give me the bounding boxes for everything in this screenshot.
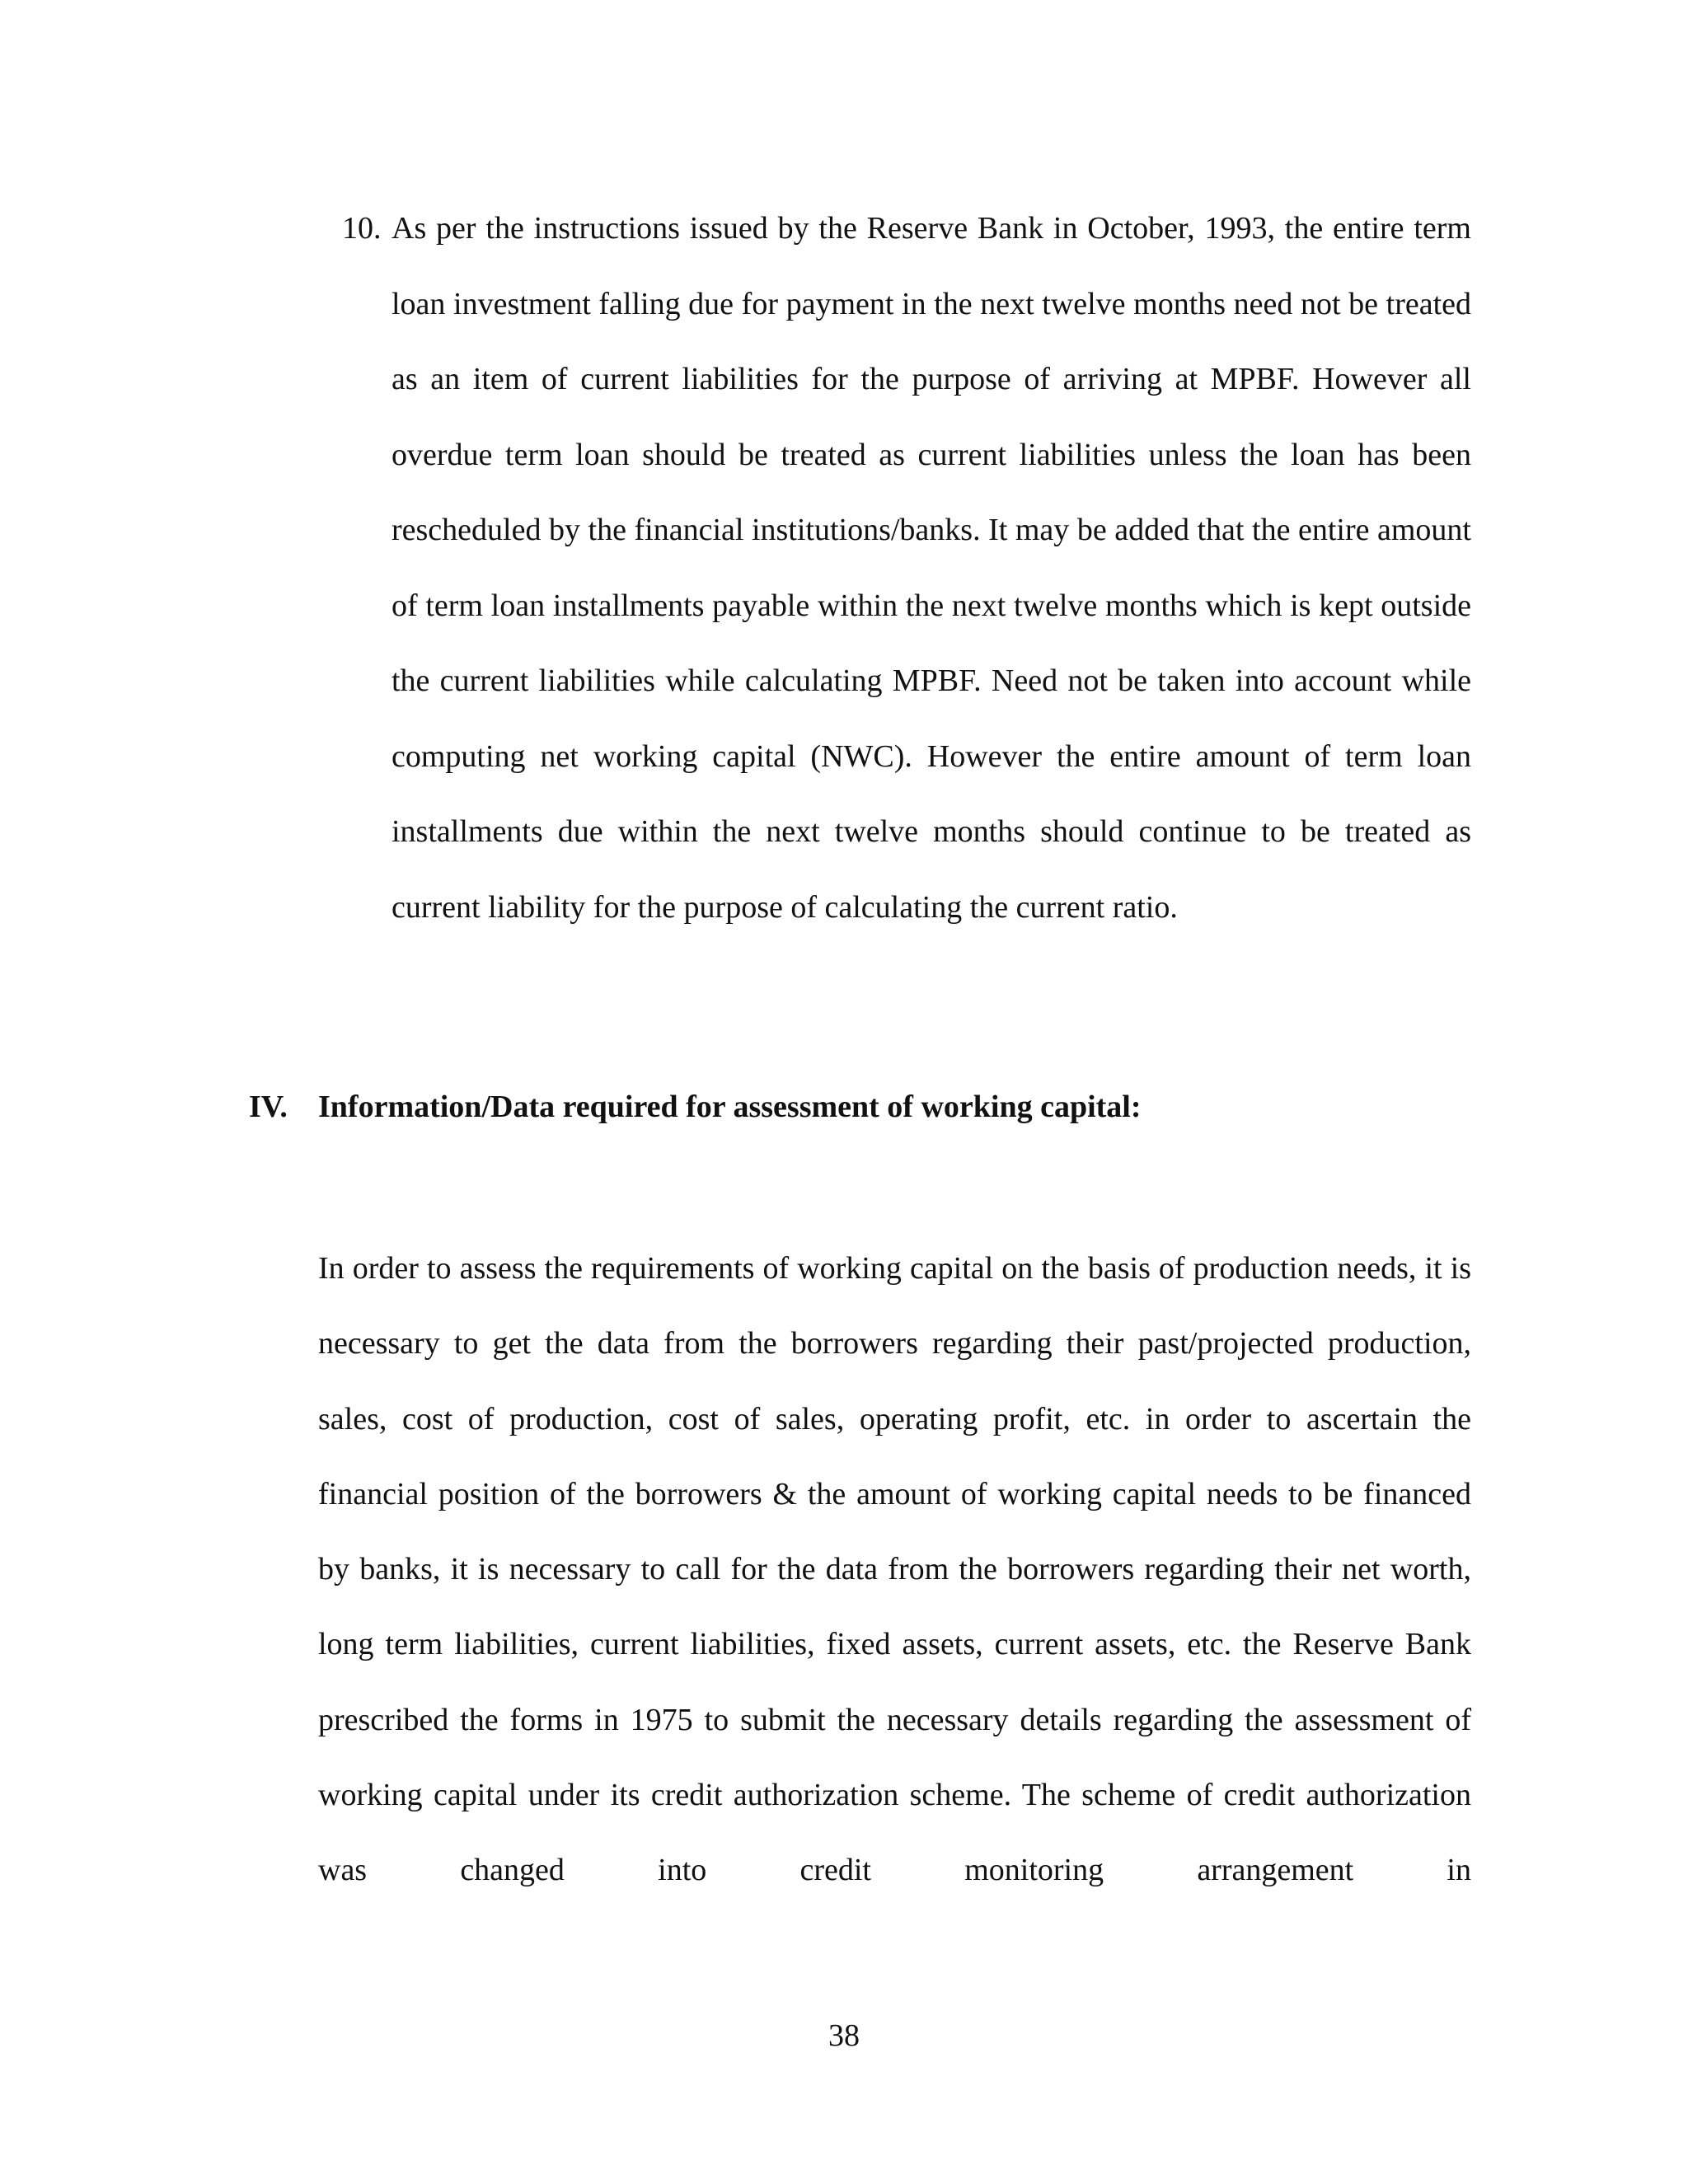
section-title: Information/Data required for assessment of working capital:: [318, 1090, 1142, 1124]
page-number: 38: [828, 2018, 860, 2053]
list-item-text: As per the instructions issued by the Reserve Bank in October, 1993, the entire term loan investment falling due for payment in the next twelve months need not be treated as an item of current liabilities for the purpose of arriving at MPBF. However all overdue term loan should be treated as current liabilities unless the loan has been rescheduled by the financial institutions/banks. It may be added that the entire amount of term loan installments payable within the next twelve months which is kept outside the current liabilities while calculating MPBF. Need not be taken into account while computing net working capital (NWC). However the entire amount of term loan installments due within the next twelve months should continue to be treated as current liability for the purpose of calculating the current ratio.: [392, 211, 1471, 925]
list-item-10: [342, 191, 1471, 945]
body-paragraph: In order to assess the requirements of working capital on the basis of production needs, it is necessary to get the data from the borrowers regarding their past/projected production, sales, cost of production, cost of sales, operating profit, etc. in order to ascertain the financial position of the borrowers & the amount of working capital needs to be financed by banks, it is necessary to call for the data from the borrowers regarding their net worth, long term liabilities, current liabilities, fixed assets, current assets, etc. the Reserve Bank prescribed the forms in 1975 to submit the necessary details regarding the assessment of working capital under its credit authorization scheme. The scheme of credit authorization was changed into credit monitoring arrangement in: [318, 1251, 1471, 1888]
list-item-number: 10.: [342, 211, 382, 246]
section-heading: [249, 1082, 1485, 1132]
section-numeral: IV.: [249, 1090, 288, 1124]
